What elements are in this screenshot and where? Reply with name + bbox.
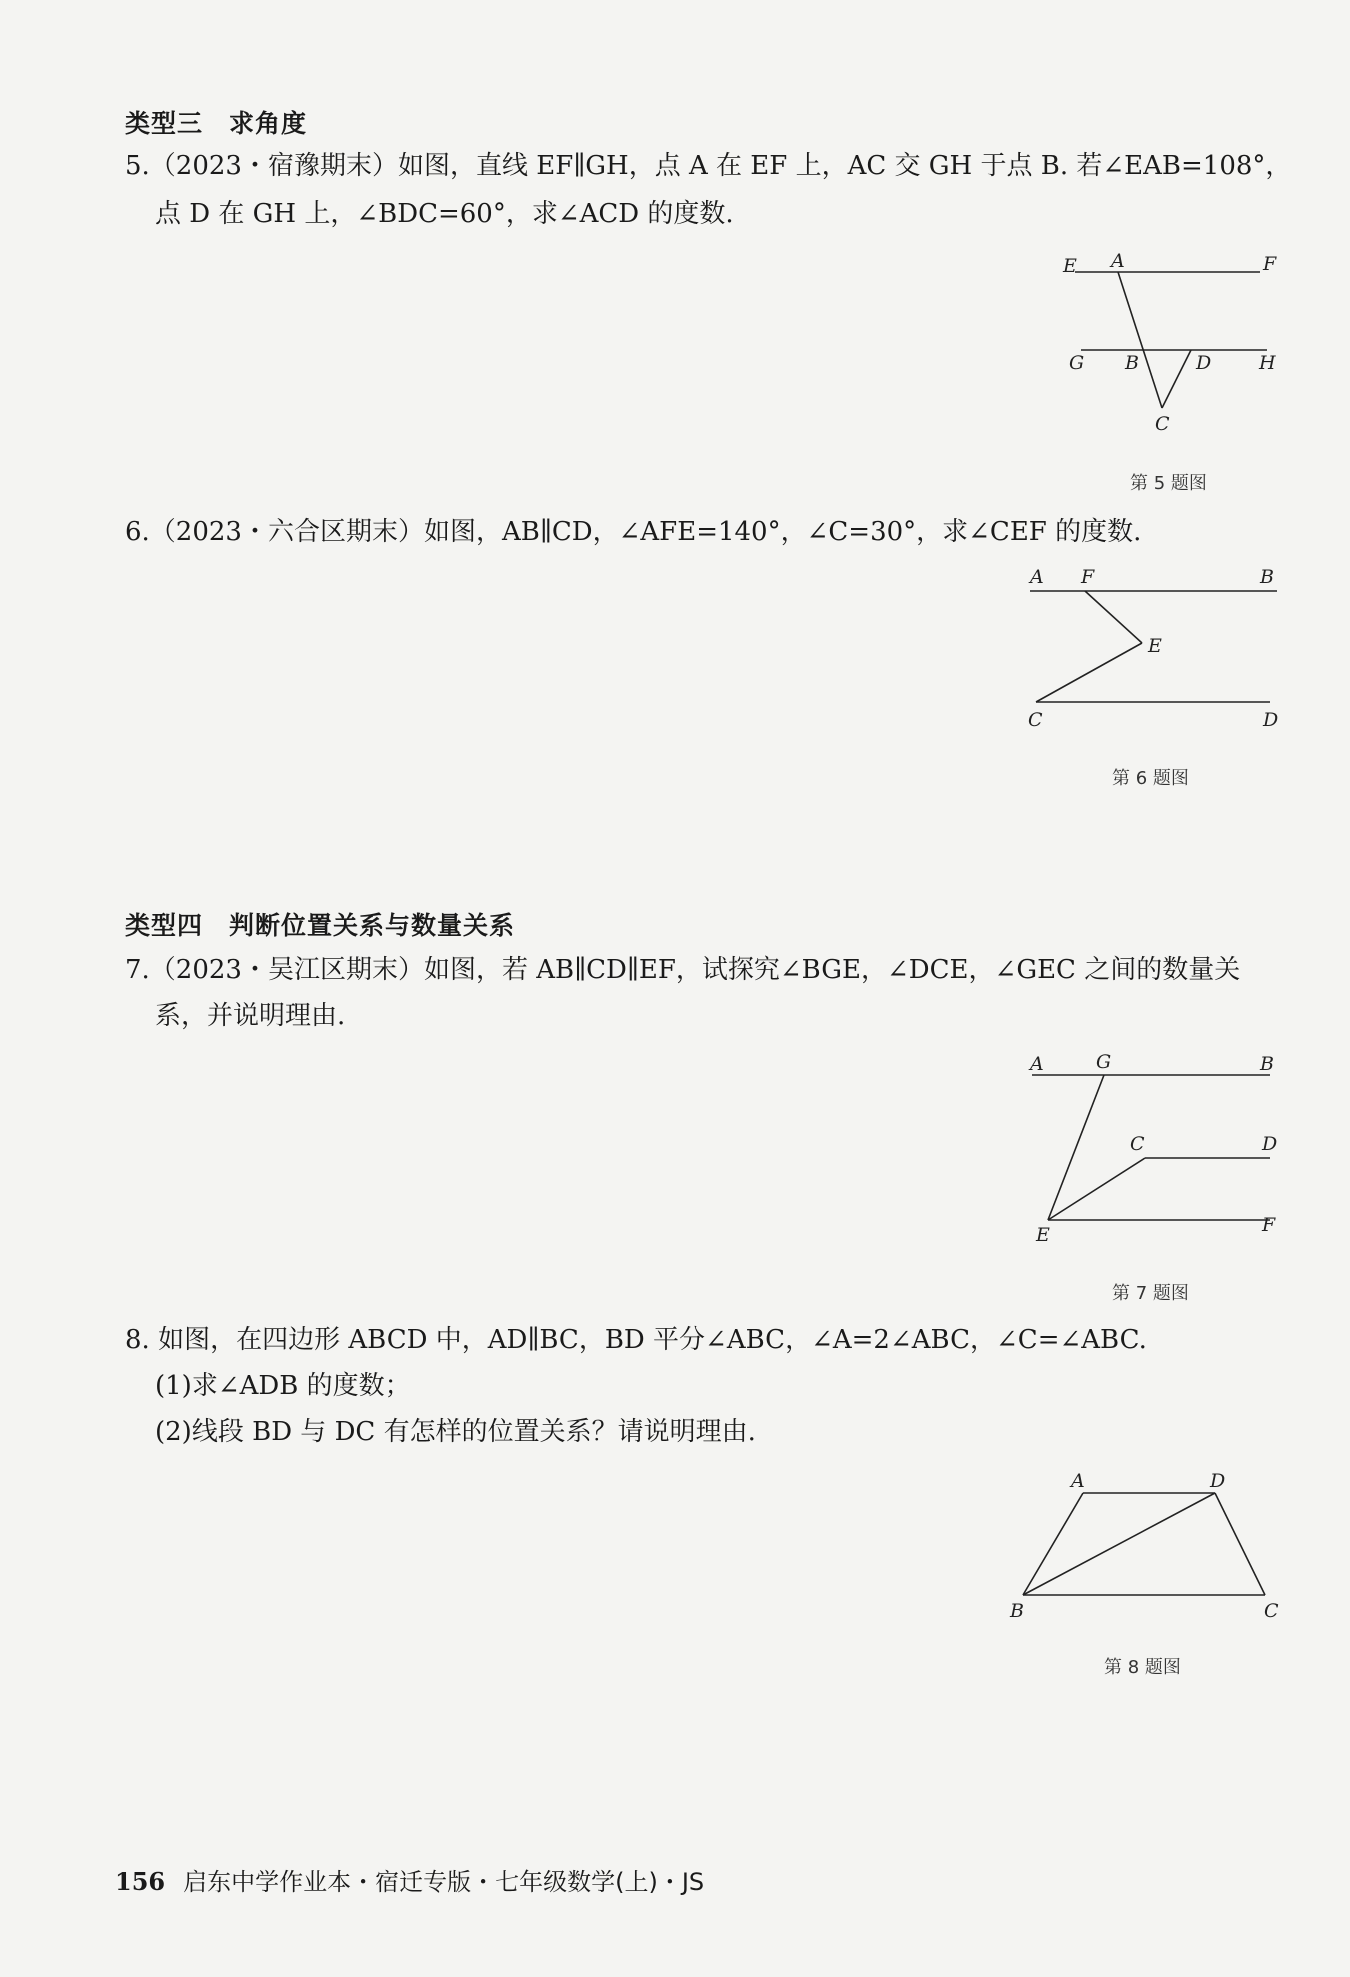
- label-d: D: [1262, 1133, 1278, 1155]
- page-number: 156: [115, 1867, 166, 1896]
- label-c: C: [1264, 1600, 1279, 1622]
- segment-dc: [1215, 1493, 1265, 1595]
- section-title-type-4: 类型四 判断位置关系与数量关系: [125, 911, 516, 940]
- question-7-caption: 第 7 题图: [1112, 1283, 1189, 1304]
- question-6-line-1: 6.（2023・六合区期末）如图，AB∥CD，∠AFE=140°，∠C=30°，求∠CEF 的度数.: [125, 517, 1142, 547]
- label-g: G: [1096, 1051, 1112, 1073]
- label-b: B: [1010, 1600, 1024, 1622]
- label-b: B: [1260, 566, 1274, 588]
- label-a: A: [1111, 250, 1125, 272]
- label-a: A: [1030, 1053, 1044, 1075]
- question-5-line-2: 点 D 在 GH 上，∠BDC=60°，求∠ACD 的度数.: [155, 199, 734, 229]
- question-7-line-2: 系，并说明理由.: [155, 1001, 346, 1031]
- label-a: A: [1030, 566, 1044, 588]
- label-d: D: [1196, 352, 1212, 374]
- label-c: C: [1028, 709, 1043, 731]
- segment-bd: [1023, 1493, 1215, 1595]
- page-footer: [115, 1862, 704, 1897]
- question-6-figure: [1020, 560, 1290, 735]
- question-7-line-1: 7.（2023・吴江区期末）如图，若 AB∥CD∥EF，试探究∠BGE，∠DCE，∠GEC 之间的数量关: [125, 955, 1241, 985]
- question-8-part-2: (2)线段 BD 与 DC 有怎样的位置关系？请说明理由.: [155, 1417, 756, 1447]
- label-d: D: [1263, 709, 1279, 731]
- question-8-caption: 第 8 题图: [1104, 1657, 1181, 1678]
- label-e: E: [1036, 1224, 1050, 1246]
- label-e: E: [1148, 635, 1162, 657]
- segment-fe: [1085, 591, 1142, 643]
- label-g: G: [1069, 352, 1085, 374]
- label-d: D: [1210, 1470, 1226, 1492]
- question-5-line-1: 5.（2023・宿豫期末）如图，直线 EF∥GH，点 A 在 EF 上，AC 交 GH 于点 B. 若∠EAB=108°，: [125, 151, 1292, 181]
- label-f: F: [1081, 566, 1095, 588]
- section-title-type-3: 类型三 求角度: [125, 109, 308, 138]
- question-5-figure: [1055, 248, 1285, 438]
- label-a: A: [1071, 1470, 1085, 1492]
- label-b: B: [1260, 1053, 1274, 1075]
- segment-ec: [1036, 643, 1142, 702]
- question-8-part-1: (1)求∠ADB 的度数；: [155, 1371, 411, 1401]
- label-f: F: [1263, 253, 1277, 275]
- label-h: H: [1259, 352, 1276, 374]
- label-e: E: [1063, 255, 1077, 277]
- question-6-caption: 第 6 题图: [1112, 768, 1189, 789]
- line-ac: [1118, 272, 1162, 408]
- label-c: C: [1155, 413, 1170, 435]
- question-5-caption: 第 5 题图: [1130, 473, 1207, 494]
- label-b: B: [1125, 352, 1139, 374]
- label-c: C: [1130, 1133, 1145, 1155]
- line-dc: [1162, 350, 1191, 408]
- book-title: 启东中学作业本・宿迁专版・七年级数学(上)・JS: [183, 1868, 705, 1896]
- label-f: F: [1262, 1214, 1276, 1236]
- question-8-line-1: 8. 如图，在四边形 ABCD 中，AD∥BC，BD 平分∠ABC，∠A=2∠ABC，∠C=∠ABC.: [125, 1325, 1147, 1355]
- question-7-figure: [1020, 1045, 1290, 1250]
- question-8-figure: [1005, 1465, 1295, 1640]
- segment-ge: [1048, 1075, 1104, 1220]
- segment-ce: [1048, 1158, 1145, 1220]
